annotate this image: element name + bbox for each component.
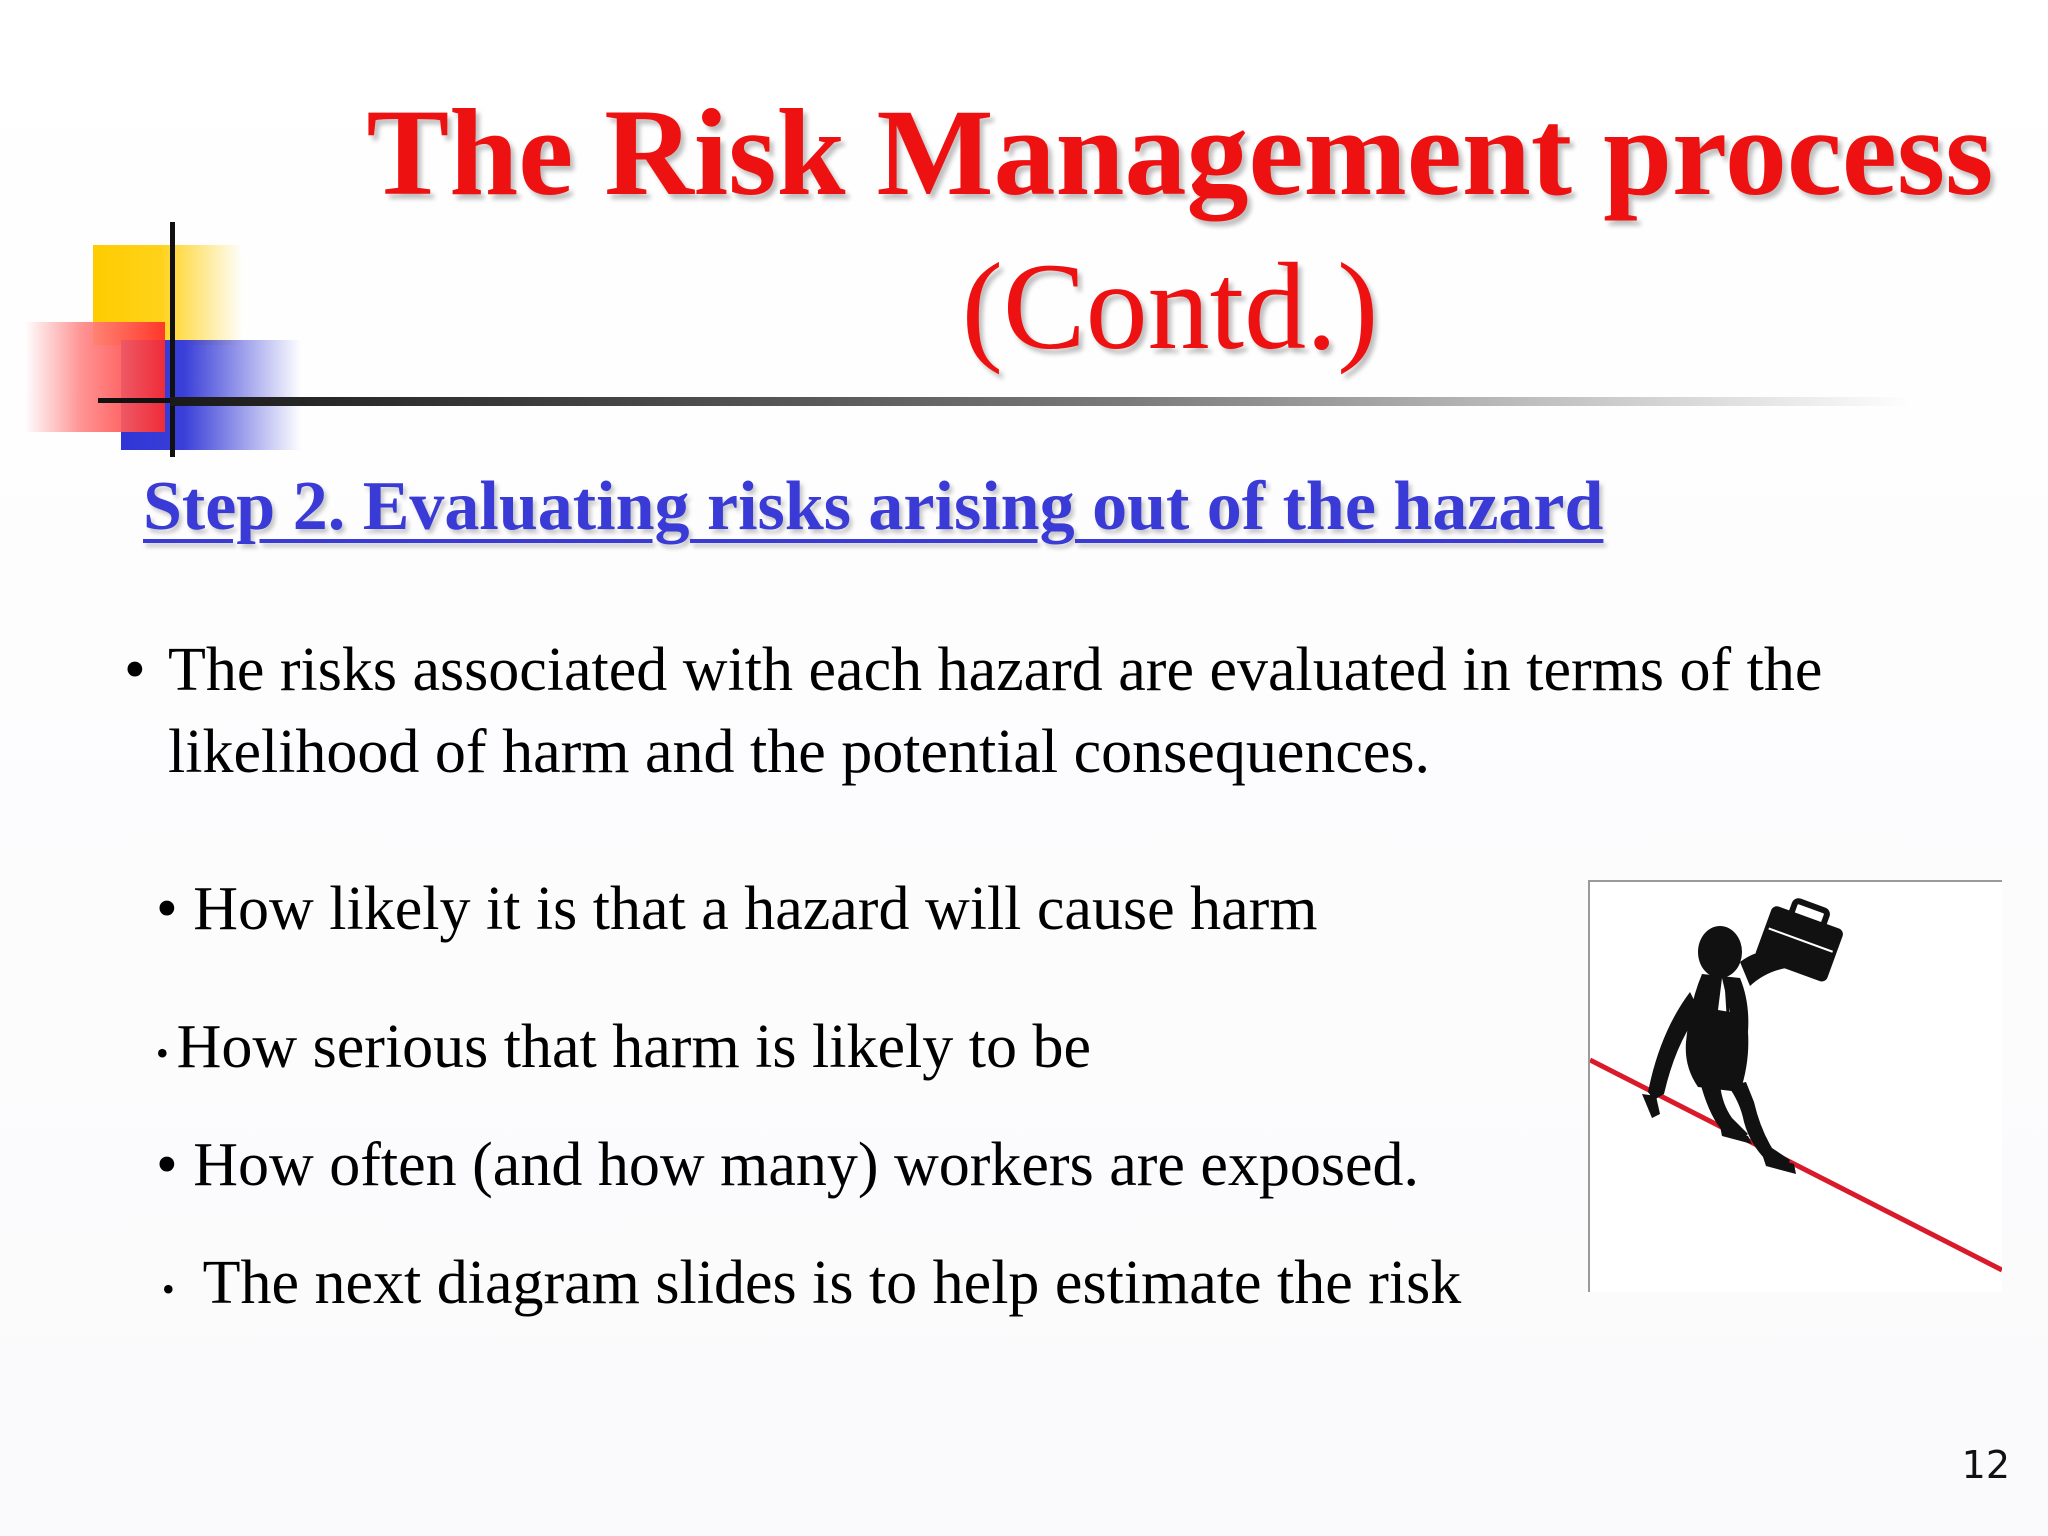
bullet-item [156,1124,1419,1206]
bullet-item [156,1006,1091,1094]
bullet-text: The risks associated with each hazard are evaluated in terms of the likelihood of harm and the potential consequences. [168,636,1823,786]
bullet-text: How likely it is that a hazard will cause harm [193,875,1318,943]
businessman-tightrope-icon [1590,882,2002,1292]
bullet-marker: • [156,875,178,943]
bullet-marker: • [156,1032,169,1073]
bullet-text: How serious that harm is likely to be [176,1013,1091,1081]
bullet-marker: • [124,636,146,704]
vertical-line [170,222,175,457]
slide-subtitle: (Contd.) [961,238,1379,375]
tightrope-illustration [1588,880,2002,1292]
red-square [25,322,165,432]
bullet-text: How often (and how many) workers are exposed. [193,1131,1420,1199]
title-rule [170,397,1910,406]
bullet-marker: • [156,1131,178,1199]
bullet-item [124,629,1944,793]
slide-title: The Risk Management process [366,84,1994,221]
bullet-item [156,868,1317,950]
bullet-marker: • [162,1268,175,1309]
step-heading-link[interactable]: Step 2. Evaluating risks arising out of the hazard [143,468,1604,545]
bullet-item [156,1242,1461,1330]
bullet-text: The next diagram slides is to help estimate the risk [202,1249,1462,1317]
page-number: 12 [1961,1443,2010,1487]
